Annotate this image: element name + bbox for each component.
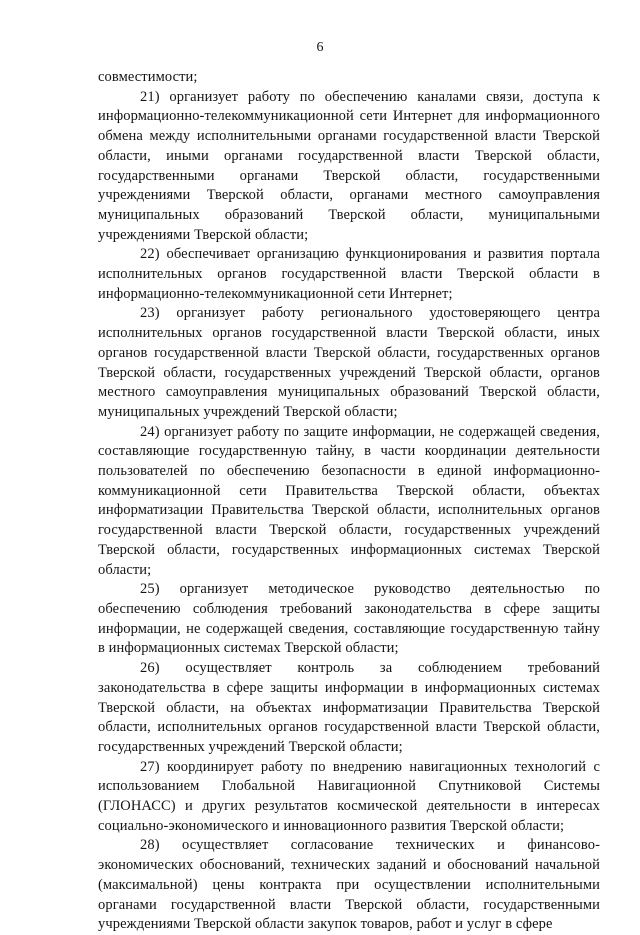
paragraph-item-24: 24) организует работу по защите информации, не содержащей сведения, составляющие государственную тайну, в части координации деятельности пользователей по обеспечению безопасности в единой информационно-коммуникационной сети Правительства Тверской области, объектах информатизации Правительства Тверской области, исполнительных органов государственной власти Тверской области, государственных учреждений Тверской области, государственных информационных системах Тверской области; <box>98 423 600 578</box>
paragraph-item-27: 27) координирует работу по внедрению навигационных технологий с использованием Глобальной Навигационной Спутниковой Системы (ГЛОНАСС) и других результатов космической деятельности в интересах социально-экономического и инновационного развития Тверской области; <box>98 758 600 834</box>
document-body <box>98 68 600 935</box>
paragraph-item-23: 23) организует работу регионального удостоверяющего центра исполнительных органов государственной власти Тверской области, иных органов государственной власти Тверской области, государственных органов Тверской области, государственных учреждений Тверской области, органов местного самоуправления муниципальных образований Тверской области, муниципальных учреждений Тверской области; <box>98 305 600 420</box>
paragraph-item-26: 26) осуществляет контроль за соблюдением требований законодательства в сфере защиты информации в информационных системах Тверской области, на объектах информатизации Правительства Тверской области, исполнительных органов государственной власти Тверской области, государственных учреждений Тверской области; <box>98 660 600 755</box>
paragraph-item-22: 22) обеспечивает организацию функционирования и развития портала исполнительных органов государственной власти Тверской области в информационно-телекоммуникационной сети Интернет; <box>98 246 600 302</box>
paragraph-item-28: 28) осуществляет согласование технических и финансово-экономических обоснований, технических заданий и обоснований начальной (максимальной) цены контракта при осуществлении исполнительными органами государственной власти Тверской области, государственными учреждениями Тверской области закупок товаров, работ и услуг в сфере <box>98 837 600 933</box>
paragraph-item-25: 25) организует методическое руководство деятельностью по обеспечению соблюдения требований законодательства в сфере защиты информации, не содержащей сведения, составляющие государственную тайну в информационных системах Тверской области; <box>98 581 600 657</box>
paragraph-item-21: 21) организует работу по обеспечению каналами связи, доступа к информационно-телекоммуникационной сети Интернет для информационного обмена между исполнительными органами государственной власти Тверской области, иными органами государственной власти Тверской области, государственными органами Тверской области, государственными учреждениями Тверской области, органами местного самоуправления муниципальных образований Тверской области, муниципальными учреждениями Тверской области; <box>98 88 600 243</box>
page-number: 6 <box>316 40 324 55</box>
paragraph-continuation: совместимости; <box>98 69 198 85</box>
